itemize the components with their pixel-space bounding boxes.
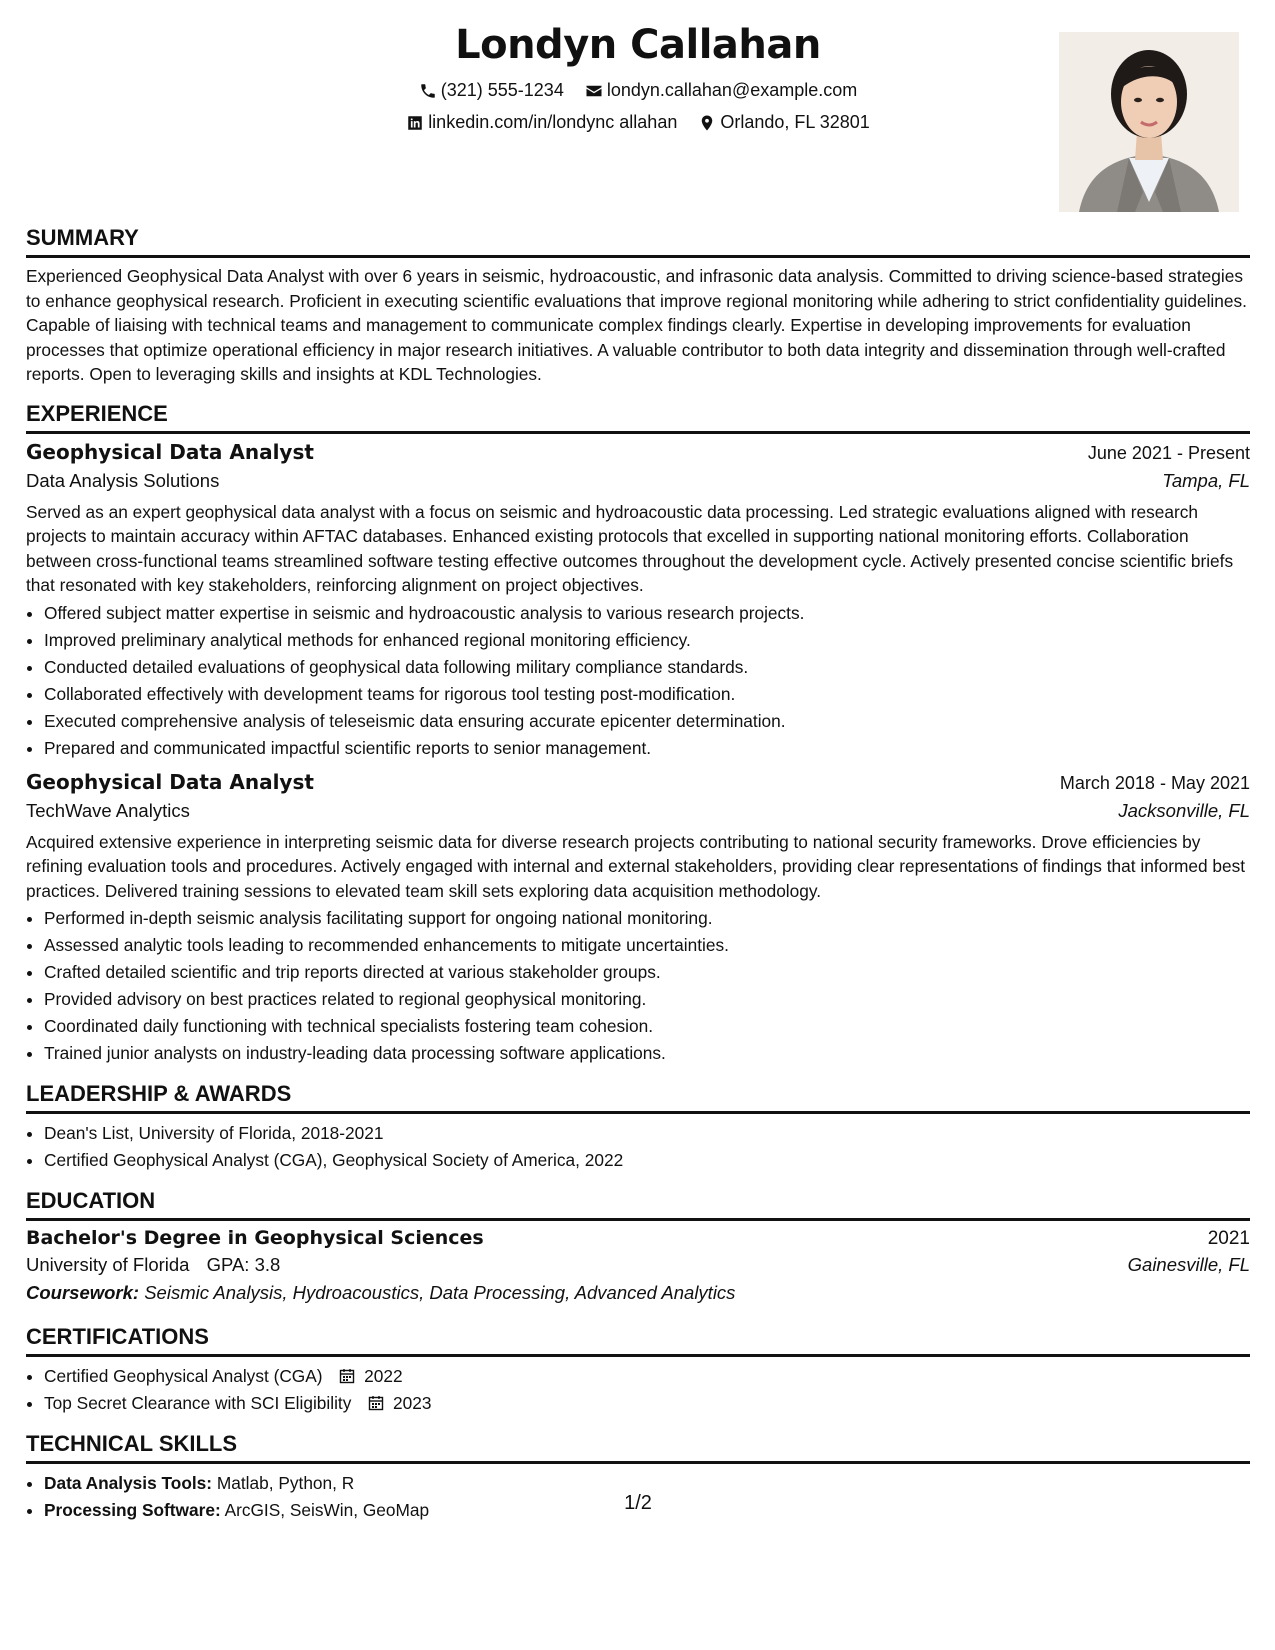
phone-contact [419,80,564,101]
degree-title: Bachelor's Degree in Geophysical Sciences [26,1227,484,1249]
list-item: • Conducted detailed evaluations of geophysical data following military compliance standards. [44,654,1250,681]
job-title: Geophysical Data Analyst [26,439,314,464]
cert-year: 2022 [364,1366,403,1386]
summary-heading: SUMMARY [26,225,1250,258]
cert-name: Certified Geophysical Analyst (CGA) [44,1366,323,1386]
job-entry [26,770,1250,1068]
job-bullets [26,600,1250,762]
job-entry [26,440,1250,762]
job-location: Tampa, FL [1162,469,1250,491]
map-pin-icon [698,114,716,132]
portrait-image [1059,32,1239,212]
coursework-text: Seismic Analysis, Hydroacoustics, Data Processing, Advanced Analytics [144,1282,736,1303]
leadership-list [26,1120,1250,1174]
list-item: • Performed in-depth seismic analysis facilitating support for ongoing national monitoring. [44,905,1250,932]
certifications-heading: CERTIFICATIONS [26,1324,1250,1357]
list-item: • Executed comprehensive analysis of teleseismic data ensuring accurate epicenter determination. [44,708,1250,735]
certifications-section [26,1324,1250,1417]
envelope-icon [585,82,603,100]
job-company: TechWave Analytics [26,799,190,821]
resume-header [26,0,1250,225]
experience-heading: EXPERIENCE [26,401,1250,434]
summary-section [26,225,1250,387]
gpa-text: GPA: 3.8 [206,1254,281,1275]
skills-heading: TECHNICAL SKILLS [26,1431,1250,1464]
profile-photo [1059,32,1239,212]
school-location: Gainesville, FL [1127,1254,1250,1275]
list-item: • Certified Geophysical Analyst (CGA), Geophysical Society of America, 2022 [44,1147,1250,1174]
phone-text: (321) 555-1234 [440,80,564,100]
school-name: University of Florida [26,1254,190,1275]
coursework-label: Coursework: [26,1282,140,1303]
list-item: • Trained junior analysts on industry-leading data processing software applications. [44,1040,1250,1067]
list-item: • Dean's List, University of Florida, 2018-2021 [44,1120,1250,1147]
list-item: • Prepared and communicated impactful scientific reports to senior management. [44,735,1250,762]
email-text: londyn.callahan@example.com [606,80,858,100]
experience-section [26,401,1250,1068]
list-item: • Collaborated effectively with development teams for rigorous tool testing post-modification. [44,681,1250,708]
job-title: Geophysical Data Analyst [26,769,314,794]
phone-icon [419,82,437,100]
calendar-icon [368,1395,384,1411]
leadership-section [26,1081,1250,1174]
job-company: Data Analysis Solutions [26,469,220,491]
page-number: 1/2 [624,1492,652,1514]
list-item: • Improved preliminary analytical methods for enhanced regional monitoring efficiency. [44,627,1250,654]
summary-text: Experienced Geophysical Data Analyst with over 6 years in seismic, hydroacoustic, and infrasonic data analysis. Committed to driving science-based strategies to enhance geophysical research. Proficient in executing scientific evaluations that improve regional monitoring while adhering to strict confidentiality guidelines. Capable of liaising with technical teams and management to communicate complex findings clearly. Expertise in developing improvements for evaluation processes that optimize operational efficiency in major research initiatives. A valuable contributor to both data integrity and dissemination through well-crafted reports. Open to leveraging skills and insights at KDL Technologies. [26,266,1247,384]
coursework-line [26,1282,1250,1304]
location-contact [698,112,869,133]
location-text: Orlando, FL 32801 [720,112,870,132]
skill-label: Data Analysis Tools: [44,1473,213,1493]
list-item: • Provided advisory on best practices related to regional geophysical monitoring. [44,986,1250,1013]
cert-name: Top Secret Clearance with SCI Eligibility [44,1393,352,1413]
linkedin-text: linkedin.com/in/londync allahan [428,112,678,132]
job-description: Acquired extensive experience in interpreting seismic data for diverse research projects contributing to national security frameworks. Drove efficiencies by refining evaluation tools and procedures. Actively engaged with internal and external stakeholders, providing clear representations of findings that informed best practices. Delivered training sessions to elevated team skill sets exploring data acquisition methodology. [26,831,1246,901]
job-dates: June 2021 - Present [1087,442,1250,463]
skill-value: ArcGIS, SeisWin, GeoMap [224,1500,430,1520]
education-section [26,1188,1250,1304]
cert-year: 2023 [392,1393,432,1413]
list-item [44,1390,1250,1417]
certifications-list [26,1363,1250,1417]
graduation-year: 2021 [1207,1228,1250,1249]
job-bullets [26,905,1250,1067]
list-item [44,1363,1250,1390]
skill-label: Processing Software: [44,1500,221,1520]
list-item: • Coordinated daily functioning with technical specialists fostering team cohesion. [44,1013,1250,1040]
list-item: • Assessed analytic tools leading to recommended enhancements to mitigate uncertainties. [44,932,1250,959]
resume-page [26,0,1250,1650]
email-contact[interactable] [585,80,857,101]
leadership-heading: LEADERSHIP & AWARDS [26,1081,1250,1114]
list-item: • Offered subject matter expertise in seismic and hydroacoustic analysis to various research projects. [44,600,1250,627]
candidate-name: Londyn Callahan [455,22,821,68]
calendar-icon [339,1368,355,1384]
job-dates: March 2018 - May 2021 [1059,772,1250,793]
education-heading: EDUCATION [26,1188,1250,1221]
linkedin-icon [406,114,424,132]
linkedin-contact[interactable] [406,112,677,133]
skill-value: Matlab, Python, R [216,1473,355,1493]
job-description: Served as an expert geophysical data analyst with a focus on seismic and hydroacoustic data processing. Led strategic evaluations aligned with research projects to maintain accuracy within AFTAC databases. Enhanced existing protocols that excelled in supporting national monitoring efforts. Collaboration between cross-functional teams streamlined software testing effective outcomes throughout the development cycle. Actively presented concise scientific briefs that resonated with key stakeholders, reinforcing alignment on project objectives. [26,501,1234,595]
list-item: • Crafted detailed scientific and trip reports directed at various stakeholder groups. [44,959,1250,986]
job-location: Jacksonville, FL [1118,799,1250,821]
